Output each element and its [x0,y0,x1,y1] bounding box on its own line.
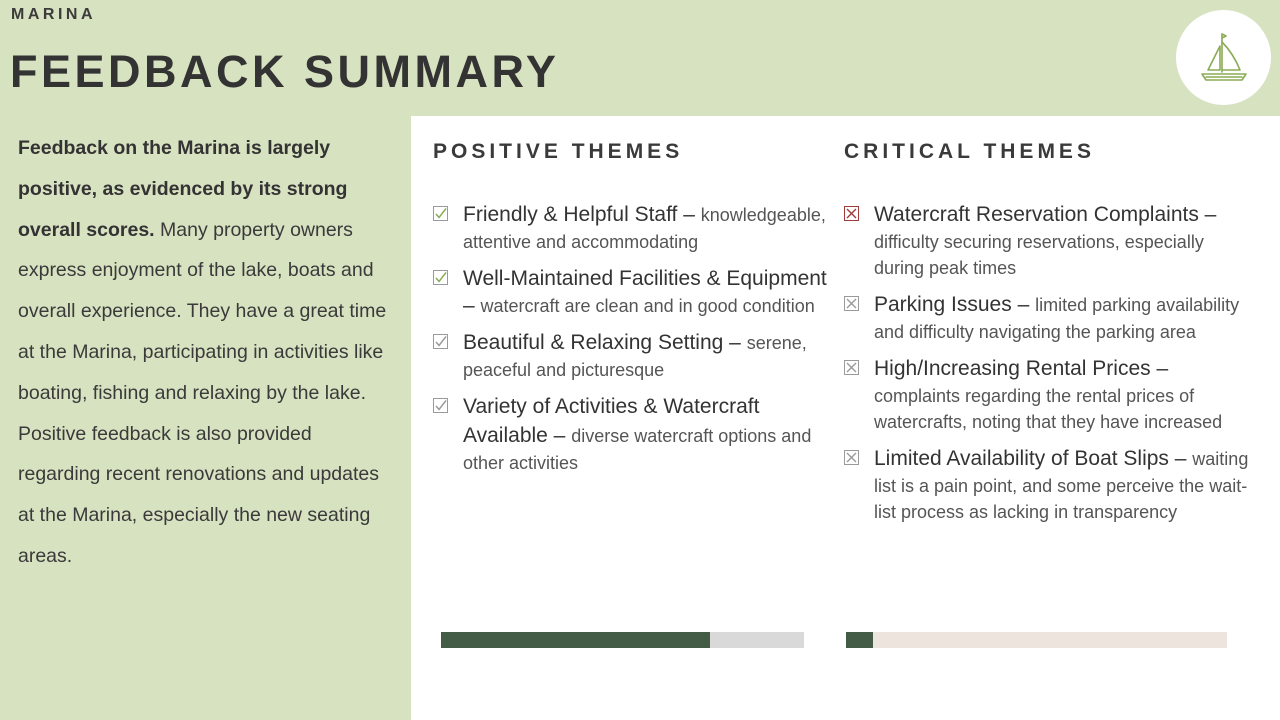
x-mark-icon [844,206,859,221]
critical-sentiment-bar [846,632,1227,648]
checkmark-icon [433,270,448,285]
theme-description: serene, peaceful and picturesque [463,333,807,380]
checkmark-icon [433,334,448,349]
critical-themes-heading: CRITICAL THEMES [844,140,1095,163]
list-item: Beautiful & Relaxing Setting – serene, peaceful and picturesque [433,328,838,383]
theme-description: watercraft are clean and in good condition [480,296,815,316]
list-item: Limited Availability of Boat Slips – waiting list is a pain point, and some perceive the wait-list process as lacking in transparency [844,444,1249,525]
positive-sentiment-bar [441,632,804,648]
theme-title: Limited Availability of Boat Slips [874,447,1169,470]
critical-themes-list [844,200,1249,534]
list-item: Variety of Activities & Watercraft Available – diverse watercraft options and other activities [433,392,838,476]
theme-title: High/Increasing Rental Prices [874,357,1151,380]
summary-body: Many property owners express enjoyment of the lake, boats and overall experience. They have a great time at the Marina, participating in activities like boating, fishing and relaxing by the lake. Positive feedback is also provided regarding recent renovations and updates at the Marina, especially the new seating areas. [18,218,387,567]
theme-title: Parking Issues [874,293,1012,316]
theme-description: knowledgeable, attentive and accommodating [463,205,826,252]
summary-lead: Feedback on the Marina is largely positive, as evidenced by its strong overall scores. [18,137,348,241]
eyebrow-label: MARINA [11,6,96,23]
logo-badge [1176,10,1271,105]
x-mark-icon [844,450,859,465]
list-item: Watercraft Reservation Complaints – difficulty securing reservations, especially during peak times [844,200,1249,281]
summary-paragraph [18,128,396,577]
theme-description: limited parking availability and difficulty navigating the parking area [874,295,1240,342]
critical-sentiment-fill [846,632,873,648]
page-title: FEEDBACK SUMMARY [10,46,560,97]
list-item: High/Increasing Rental Prices – complaints regarding the rental prices of watercrafts, noting that they have increased [844,354,1249,435]
positive-themes-list [433,200,838,485]
theme-title: Watercraft Reservation Complaints [874,203,1199,226]
theme-title: Beautiful & Relaxing Setting [463,331,724,354]
positive-sentiment-fill [441,632,710,648]
checkmark-icon [433,206,448,221]
list-item: Friendly & Helpful Staff – knowledgeable, attentive and accommodating [433,200,838,255]
sailboat-icon [1196,30,1252,86]
x-mark-icon [844,296,859,311]
theme-description: waiting list is a pain point, and some perceive the wait-list process as lacking in transparency [874,449,1249,522]
theme-title: Well-Maintained Facilities & Equipment [463,267,827,290]
theme-description: difficulty securing reservations, especially during peak times [874,232,1204,278]
theme-description: complaints regarding the rental prices of watercrafts, noting that they have increased [874,386,1223,432]
positive-themes-heading: POSITIVE THEMES [433,140,684,163]
checkmark-icon [433,398,448,413]
theme-title: Variety of Activities & Watercraft Available [463,395,760,447]
x-mark-icon [844,360,859,375]
themes-panel [411,116,1280,720]
list-item: Well-Maintained Facilities & Equipment – watercraft are clean and in good condition [433,264,838,319]
theme-description: diverse watercraft options and other activities [463,426,812,473]
theme-title: Friendly & Helpful Staff [463,203,678,226]
list-item: Parking Issues – limited parking availability and difficulty navigating the parking area [844,290,1249,345]
